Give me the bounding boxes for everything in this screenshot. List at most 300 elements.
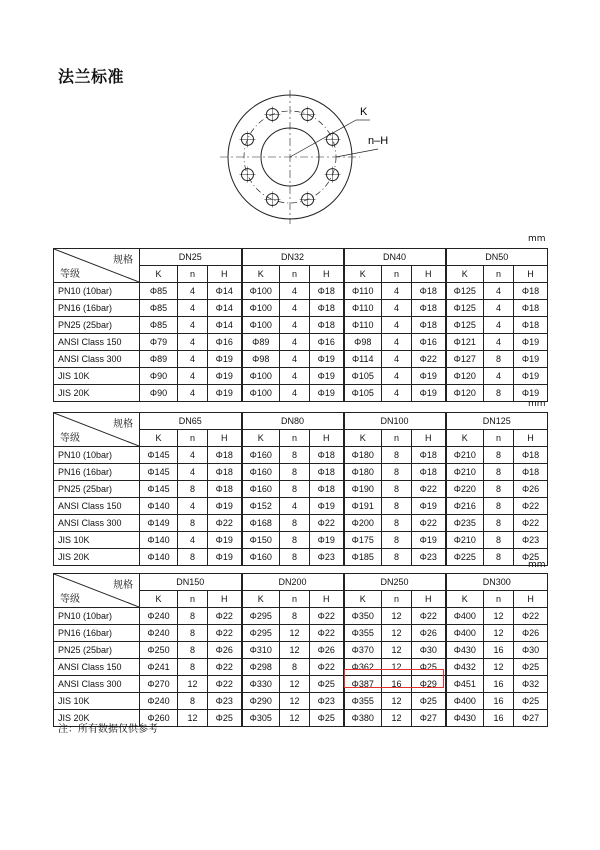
value-cell-h: Φ25 bbox=[310, 676, 344, 693]
value-cell-h: Φ16 bbox=[310, 334, 344, 351]
value-cell-k: Φ432 bbox=[446, 659, 484, 676]
table-row bbox=[54, 385, 548, 402]
value-cell-k: Φ90 bbox=[140, 385, 178, 402]
value-cell-k: Φ350 bbox=[344, 608, 382, 625]
value-cell-h: Φ19 bbox=[412, 532, 446, 549]
grade-cell: PN16 (16bar) bbox=[54, 300, 140, 317]
value-cell-k: Φ175 bbox=[344, 532, 382, 549]
value-cell-n: 4 bbox=[382, 300, 412, 317]
sub-header-k: K bbox=[344, 266, 382, 283]
value-cell-k: Φ100 bbox=[242, 283, 280, 300]
value-cell-h: Φ19 bbox=[514, 334, 548, 351]
value-cell-k: Φ298 bbox=[242, 659, 280, 676]
bolt-hole-centermark bbox=[264, 107, 280, 123]
table-row bbox=[54, 549, 548, 566]
value-cell-n: 8 bbox=[280, 515, 310, 532]
table-row bbox=[54, 693, 548, 710]
value-cell-h: Φ18 bbox=[310, 481, 344, 498]
value-cell-n: 8 bbox=[382, 447, 412, 464]
value-cell-h: Φ18 bbox=[310, 300, 344, 317]
value-cell-k: Φ160 bbox=[242, 464, 280, 481]
value-cell-n: 12 bbox=[382, 693, 412, 710]
value-cell-n: 8 bbox=[484, 447, 514, 464]
grade-cell: PN16 (16bar) bbox=[54, 625, 140, 642]
value-cell-n: 4 bbox=[178, 300, 208, 317]
table-row bbox=[54, 498, 548, 515]
table-row bbox=[54, 659, 548, 676]
value-cell-h: Φ22 bbox=[310, 659, 344, 676]
sub-header-h: H bbox=[412, 591, 446, 608]
value-cell-k: Φ79 bbox=[140, 334, 178, 351]
value-cell-k: Φ89 bbox=[242, 334, 280, 351]
value-cell-h: Φ18 bbox=[412, 283, 446, 300]
sub-header-n: n bbox=[178, 591, 208, 608]
value-cell-h: Φ18 bbox=[514, 447, 548, 464]
grade-cell: ANSI Class 300 bbox=[54, 351, 140, 368]
value-cell-n: 8 bbox=[280, 659, 310, 676]
value-cell-h: Φ14 bbox=[208, 283, 242, 300]
sub-header-k: K bbox=[140, 266, 178, 283]
value-cell-h: Φ19 bbox=[310, 385, 344, 402]
spec-table-dn150-dn300 bbox=[53, 573, 548, 727]
value-cell-h: Φ22 bbox=[412, 481, 446, 498]
value-cell-h: Φ22 bbox=[208, 515, 242, 532]
sub-header-k: K bbox=[242, 591, 280, 608]
value-cell-h: Φ23 bbox=[310, 693, 344, 710]
value-cell-n: 8 bbox=[178, 642, 208, 659]
value-cell-n: 4 bbox=[382, 385, 412, 402]
size-header-dn250: DN250 bbox=[344, 574, 446, 591]
spec-table-dn65-dn125 bbox=[53, 412, 548, 566]
table-row bbox=[54, 676, 548, 693]
value-cell-n: 8 bbox=[280, 608, 310, 625]
value-cell-h: Φ25 bbox=[514, 549, 548, 566]
header-corner bbox=[54, 413, 140, 447]
value-cell-h: Φ22 bbox=[412, 608, 446, 625]
value-cell-k: Φ160 bbox=[242, 549, 280, 566]
value-cell-n: 8 bbox=[280, 481, 310, 498]
value-cell-n: 4 bbox=[280, 385, 310, 402]
value-cell-h: Φ19 bbox=[310, 368, 344, 385]
table-row bbox=[54, 300, 548, 317]
grade-cell: JIS 10K bbox=[54, 693, 140, 710]
value-cell-k: Φ400 bbox=[446, 625, 484, 642]
sub-header-h: H bbox=[514, 591, 548, 608]
grade-cell: PN16 (16bar) bbox=[54, 464, 140, 481]
value-cell-n: 8 bbox=[382, 515, 412, 532]
sub-header-h: H bbox=[514, 430, 548, 447]
sub-header-h: H bbox=[208, 266, 242, 283]
bolt-hole-centermark bbox=[240, 167, 256, 183]
value-cell-k: Φ430 bbox=[446, 710, 484, 727]
sub-header-h: H bbox=[412, 266, 446, 283]
value-cell-k: Φ110 bbox=[344, 300, 382, 317]
value-cell-h: Φ19 bbox=[514, 368, 548, 385]
header-grade-label: 等级 bbox=[60, 433, 80, 444]
grade-cell: ANSI Class 300 bbox=[54, 515, 140, 532]
value-cell-k: Φ98 bbox=[344, 334, 382, 351]
value-cell-k: Φ145 bbox=[140, 464, 178, 481]
grade-cell: ANSI Class 300 bbox=[54, 676, 140, 693]
sub-header-n: n bbox=[382, 430, 412, 447]
value-cell-h: Φ19 bbox=[208, 368, 242, 385]
value-cell-k: Φ240 bbox=[140, 693, 178, 710]
value-cell-h: Φ18 bbox=[208, 464, 242, 481]
value-cell-k: Φ100 bbox=[242, 385, 280, 402]
grade-cell: ANSI Class 150 bbox=[54, 498, 140, 515]
value-cell-h: Φ22 bbox=[208, 625, 242, 642]
value-cell-k: Φ451 bbox=[446, 676, 484, 693]
value-cell-h: Φ18 bbox=[412, 300, 446, 317]
value-cell-n: 12 bbox=[280, 676, 310, 693]
value-cell-k: Φ305 bbox=[242, 710, 280, 727]
value-cell-n: 8 bbox=[280, 447, 310, 464]
value-cell-n: 12 bbox=[178, 710, 208, 727]
value-cell-n: 8 bbox=[382, 549, 412, 566]
value-cell-h: Φ18 bbox=[310, 447, 344, 464]
sub-header-n: n bbox=[178, 266, 208, 283]
bolt-hole-centermark bbox=[264, 191, 280, 207]
value-cell-n: 4 bbox=[178, 368, 208, 385]
table-row bbox=[54, 447, 548, 464]
grade-cell: PN10 (10bar) bbox=[54, 283, 140, 300]
sub-header-h: H bbox=[310, 591, 344, 608]
grade-cell: JIS 10K bbox=[54, 368, 140, 385]
value-cell-k: Φ250 bbox=[140, 642, 178, 659]
value-cell-n: 4 bbox=[178, 334, 208, 351]
value-cell-n: 8 bbox=[484, 351, 514, 368]
value-cell-h: Φ19 bbox=[514, 385, 548, 402]
value-cell-k: Φ90 bbox=[140, 368, 178, 385]
value-cell-n: 4 bbox=[280, 317, 310, 334]
k-leader bbox=[290, 120, 356, 157]
value-cell-n: 4 bbox=[178, 351, 208, 368]
value-cell-n: 4 bbox=[178, 283, 208, 300]
value-cell-h: Φ19 bbox=[514, 351, 548, 368]
sub-header-h: H bbox=[310, 430, 344, 447]
table-row bbox=[54, 368, 548, 385]
value-cell-k: Φ270 bbox=[140, 676, 178, 693]
value-cell-k: Φ400 bbox=[446, 608, 484, 625]
value-cell-h: Φ26 bbox=[514, 625, 548, 642]
sub-header-k: K bbox=[344, 591, 382, 608]
value-cell-h: Φ19 bbox=[412, 498, 446, 515]
value-cell-n: 8 bbox=[178, 625, 208, 642]
value-cell-k: Φ200 bbox=[344, 515, 382, 532]
table-row bbox=[54, 351, 548, 368]
size-header-dn25: DN25 bbox=[140, 249, 242, 266]
value-cell-h: Φ19 bbox=[412, 368, 446, 385]
sub-header-n: n bbox=[484, 430, 514, 447]
sub-header-h: H bbox=[412, 430, 446, 447]
page-title: 法兰标准 bbox=[58, 67, 125, 86]
table-row bbox=[54, 334, 548, 351]
sub-header-k: K bbox=[446, 591, 484, 608]
value-cell-h: Φ18 bbox=[514, 283, 548, 300]
header-spec-label: 规格 bbox=[113, 580, 133, 591]
value-cell-n: 8 bbox=[178, 515, 208, 532]
table-row bbox=[54, 283, 548, 300]
value-cell-k: Φ180 bbox=[344, 464, 382, 481]
value-cell-n: 8 bbox=[484, 515, 514, 532]
value-cell-k: Φ191 bbox=[344, 498, 382, 515]
value-cell-k: Φ152 bbox=[242, 498, 280, 515]
value-cell-h: Φ18 bbox=[310, 317, 344, 334]
value-cell-h: Φ18 bbox=[514, 317, 548, 334]
sub-header-n: n bbox=[484, 266, 514, 283]
value-cell-k: Φ140 bbox=[140, 549, 178, 566]
value-cell-k: Φ100 bbox=[242, 368, 280, 385]
value-cell-k: Φ210 bbox=[446, 464, 484, 481]
value-cell-h: Φ19 bbox=[310, 498, 344, 515]
grade-cell: PN10 (10bar) bbox=[54, 447, 140, 464]
value-cell-k: Φ362 bbox=[344, 659, 382, 676]
value-cell-k: Φ240 bbox=[140, 625, 178, 642]
value-cell-h: Φ22 bbox=[412, 515, 446, 532]
value-cell-n: 8 bbox=[178, 549, 208, 566]
bolt-hole-centermark bbox=[300, 191, 316, 207]
value-cell-k: Φ180 bbox=[344, 447, 382, 464]
header-grade-label: 等级 bbox=[60, 594, 80, 605]
value-cell-k: Φ400 bbox=[446, 693, 484, 710]
value-cell-n: 4 bbox=[178, 447, 208, 464]
value-cell-h: Φ23 bbox=[310, 549, 344, 566]
value-cell-k: Φ120 bbox=[446, 368, 484, 385]
value-cell-k: Φ120 bbox=[446, 385, 484, 402]
value-cell-h: Φ19 bbox=[412, 385, 446, 402]
value-cell-h: Φ22 bbox=[412, 351, 446, 368]
size-header-dn50: DN50 bbox=[446, 249, 548, 266]
value-cell-h: Φ18 bbox=[412, 317, 446, 334]
value-cell-h: Φ27 bbox=[514, 710, 548, 727]
value-cell-h: Φ22 bbox=[514, 515, 548, 532]
value-cell-h: Φ25 bbox=[412, 659, 446, 676]
value-cell-n: 12 bbox=[280, 625, 310, 642]
value-cell-n: 4 bbox=[178, 532, 208, 549]
table-row bbox=[54, 625, 548, 642]
value-cell-h: Φ23 bbox=[412, 549, 446, 566]
sub-header-h: H bbox=[208, 430, 242, 447]
value-cell-k: Φ216 bbox=[446, 498, 484, 515]
value-cell-n: 4 bbox=[280, 334, 310, 351]
sub-header-n: n bbox=[484, 591, 514, 608]
unit-label-3: mm bbox=[528, 560, 546, 570]
value-cell-h: Φ18 bbox=[514, 300, 548, 317]
value-cell-k: Φ125 bbox=[446, 317, 484, 334]
grade-cell: PN25 (25bar) bbox=[54, 317, 140, 334]
label-k: K bbox=[360, 106, 368, 118]
grade-cell: ANSI Class 150 bbox=[54, 334, 140, 351]
value-cell-n: 4 bbox=[280, 368, 310, 385]
value-cell-h: Φ18 bbox=[412, 464, 446, 481]
value-cell-n: 12 bbox=[382, 642, 412, 659]
value-cell-k: Φ127 bbox=[446, 351, 484, 368]
value-cell-k: Φ210 bbox=[446, 447, 484, 464]
value-cell-k: Φ100 bbox=[242, 317, 280, 334]
value-cell-n: 8 bbox=[382, 481, 412, 498]
grade-cell: ANSI Class 150 bbox=[54, 659, 140, 676]
value-cell-h: Φ19 bbox=[208, 532, 242, 549]
value-cell-k: Φ190 bbox=[344, 481, 382, 498]
flange-diagram bbox=[200, 82, 400, 242]
value-cell-h: Φ22 bbox=[208, 608, 242, 625]
value-cell-n: 4 bbox=[382, 351, 412, 368]
value-cell-h: Φ32 bbox=[514, 676, 548, 693]
value-cell-n: 12 bbox=[382, 659, 412, 676]
value-cell-h: Φ26 bbox=[412, 625, 446, 642]
value-cell-n: 8 bbox=[484, 385, 514, 402]
value-cell-n: 8 bbox=[484, 549, 514, 566]
value-cell-h: Φ25 bbox=[208, 710, 242, 727]
value-cell-k: Φ110 bbox=[344, 283, 382, 300]
value-cell-h: Φ30 bbox=[514, 642, 548, 659]
grade-cell: PN10 (10bar) bbox=[54, 608, 140, 625]
value-cell-k: Φ150 bbox=[242, 532, 280, 549]
header-corner bbox=[54, 574, 140, 608]
value-cell-k: Φ430 bbox=[446, 642, 484, 659]
value-cell-n: 4 bbox=[178, 464, 208, 481]
value-cell-k: Φ387 bbox=[344, 676, 382, 693]
sub-header-k: K bbox=[140, 591, 178, 608]
value-cell-n: 4 bbox=[382, 283, 412, 300]
value-cell-h: Φ19 bbox=[310, 532, 344, 549]
size-header-dn200: DN200 bbox=[242, 574, 344, 591]
grade-cell: JIS 20K bbox=[54, 385, 140, 402]
value-cell-k: Φ140 bbox=[140, 532, 178, 549]
bolt-hole-centermark bbox=[324, 131, 340, 147]
value-cell-h: Φ18 bbox=[514, 464, 548, 481]
header-spec-label: 规格 bbox=[113, 255, 133, 266]
size-header-dn100: DN100 bbox=[344, 413, 446, 430]
value-cell-n: 12 bbox=[484, 608, 514, 625]
value-cell-k: Φ98 bbox=[242, 351, 280, 368]
value-cell-n: 12 bbox=[280, 710, 310, 727]
value-cell-n: 8 bbox=[178, 608, 208, 625]
size-header-dn300: DN300 bbox=[446, 574, 548, 591]
value-cell-h: Φ22 bbox=[208, 659, 242, 676]
value-cell-n: 4 bbox=[178, 385, 208, 402]
value-cell-h: Φ18 bbox=[310, 283, 344, 300]
size-header-dn65: DN65 bbox=[140, 413, 242, 430]
value-cell-h: Φ14 bbox=[208, 317, 242, 334]
sub-header-k: K bbox=[140, 430, 178, 447]
value-cell-k: Φ185 bbox=[344, 549, 382, 566]
value-cell-n: 4 bbox=[382, 334, 412, 351]
value-cell-k: Φ295 bbox=[242, 625, 280, 642]
value-cell-n: 4 bbox=[484, 317, 514, 334]
sub-header-k: K bbox=[446, 430, 484, 447]
sub-header-k: K bbox=[446, 266, 484, 283]
sub-header-k: K bbox=[344, 430, 382, 447]
value-cell-n: 8 bbox=[484, 498, 514, 515]
value-cell-n: 16 bbox=[484, 710, 514, 727]
value-cell-k: Φ160 bbox=[242, 447, 280, 464]
value-cell-h: Φ25 bbox=[310, 710, 344, 727]
sub-header-h: H bbox=[310, 266, 344, 283]
value-cell-n: 16 bbox=[484, 676, 514, 693]
value-cell-k: Φ125 bbox=[446, 283, 484, 300]
value-cell-n: 4 bbox=[280, 498, 310, 515]
value-cell-n: 4 bbox=[280, 300, 310, 317]
value-cell-n: 4 bbox=[484, 334, 514, 351]
value-cell-k: Φ210 bbox=[446, 532, 484, 549]
value-cell-n: 12 bbox=[382, 608, 412, 625]
value-cell-n: 8 bbox=[280, 549, 310, 566]
grade-cell: JIS 20K bbox=[54, 710, 140, 727]
value-cell-h: Φ19 bbox=[208, 498, 242, 515]
value-cell-h: Φ18 bbox=[208, 447, 242, 464]
sub-header-n: n bbox=[178, 430, 208, 447]
value-cell-k: Φ85 bbox=[140, 283, 178, 300]
value-cell-h: Φ18 bbox=[310, 464, 344, 481]
value-cell-h: Φ19 bbox=[208, 385, 242, 402]
value-cell-k: Φ121 bbox=[446, 334, 484, 351]
value-cell-n: 4 bbox=[484, 368, 514, 385]
value-cell-k: Φ295 bbox=[242, 608, 280, 625]
value-cell-k: Φ100 bbox=[242, 300, 280, 317]
bolt-hole-centermark bbox=[300, 107, 316, 123]
value-cell-k: Φ220 bbox=[446, 481, 484, 498]
value-cell-h: Φ18 bbox=[412, 447, 446, 464]
value-cell-h: Φ14 bbox=[208, 300, 242, 317]
table-row bbox=[54, 532, 548, 549]
header-spec-label: 规格 bbox=[113, 419, 133, 430]
value-cell-h: Φ19 bbox=[208, 549, 242, 566]
header-grade-label: 等级 bbox=[60, 269, 80, 280]
value-cell-n: 8 bbox=[484, 532, 514, 549]
value-cell-n: 12 bbox=[280, 642, 310, 659]
value-cell-h: Φ22 bbox=[310, 608, 344, 625]
grade-cell: JIS 10K bbox=[54, 532, 140, 549]
value-cell-k: Φ168 bbox=[242, 515, 280, 532]
value-cell-n: 12 bbox=[178, 676, 208, 693]
value-cell-k: Φ235 bbox=[446, 515, 484, 532]
value-cell-n: 8 bbox=[382, 532, 412, 549]
value-cell-n: 12 bbox=[280, 693, 310, 710]
value-cell-n: 16 bbox=[382, 676, 412, 693]
value-cell-h: Φ22 bbox=[514, 608, 548, 625]
value-cell-h: Φ23 bbox=[514, 532, 548, 549]
value-cell-h: Φ27 bbox=[412, 710, 446, 727]
value-cell-k: Φ85 bbox=[140, 300, 178, 317]
table-row bbox=[54, 608, 548, 625]
value-cell-k: Φ160 bbox=[242, 481, 280, 498]
value-cell-h: Φ29 bbox=[412, 676, 446, 693]
grade-cell: JIS 20K bbox=[54, 549, 140, 566]
value-cell-h: Φ22 bbox=[514, 498, 548, 515]
value-cell-k: Φ330 bbox=[242, 676, 280, 693]
value-cell-n: 4 bbox=[382, 317, 412, 334]
table-row bbox=[54, 481, 548, 498]
value-cell-k: Φ260 bbox=[140, 710, 178, 727]
value-cell-h: Φ22 bbox=[310, 515, 344, 532]
value-cell-k: Φ110 bbox=[344, 317, 382, 334]
spec-table-dn25-dn50 bbox=[53, 248, 548, 402]
value-cell-k: Φ290 bbox=[242, 693, 280, 710]
value-cell-n: 4 bbox=[484, 300, 514, 317]
label-nh: n–H bbox=[368, 135, 389, 147]
sub-header-n: n bbox=[280, 266, 310, 283]
sub-header-h: H bbox=[514, 266, 548, 283]
value-cell-n: 8 bbox=[178, 481, 208, 498]
value-cell-n: 12 bbox=[484, 625, 514, 642]
value-cell-k: Φ310 bbox=[242, 642, 280, 659]
sub-header-n: n bbox=[280, 591, 310, 608]
value-cell-k: Φ145 bbox=[140, 447, 178, 464]
value-cell-h: Φ22 bbox=[208, 676, 242, 693]
value-cell-n: 4 bbox=[484, 283, 514, 300]
value-cell-n: 12 bbox=[484, 659, 514, 676]
